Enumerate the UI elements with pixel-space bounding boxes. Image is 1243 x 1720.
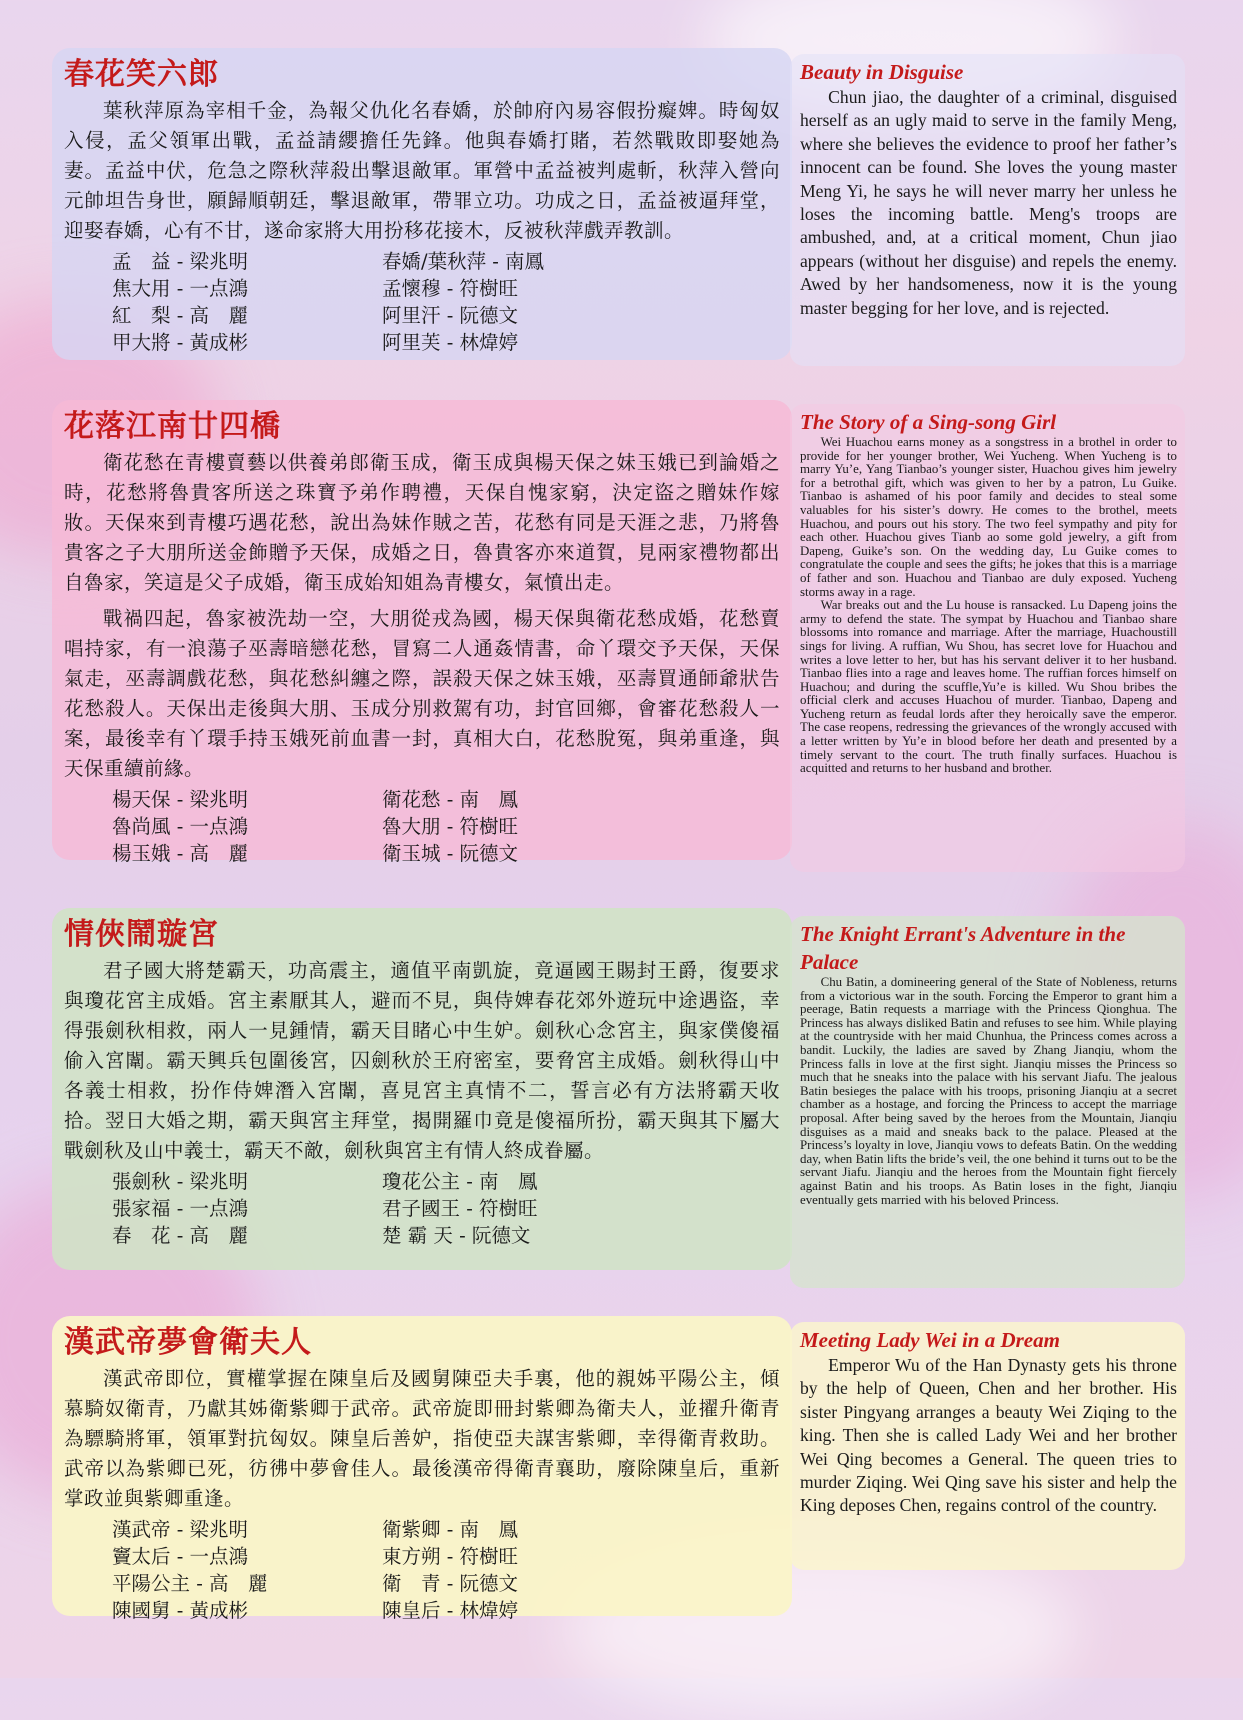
cast-entry: 瓊花公主 - 南 鳳 (382, 1170, 538, 1193)
cast-entry: 春嬌/葉秋萍 - 南鳳 (382, 250, 545, 273)
english-panel (790, 1322, 1185, 1570)
cast-entry: 衛花愁 - 南 鳳 (382, 788, 518, 811)
english-title: The Knight Errant's Adventure in the Palace (800, 922, 1126, 974)
english-synopsis: War breaks out and the Lu house is ransacked. Lu Dapeng joins the army to defend the state. The sympat by Huachou and Tianbao share blossoms into romance and marriage. After the marriage, Huachoustill sings for living. A ruffian, Wu Shou, has secret love for Huachou and writes a love letter to her, but has his servant deliver it to her husband. Tianbao flies into a rage and leaves home. The ruffian forces himself on Huachou; and during the scuffle,Yu’e is killed. Wu Shou bribes the official clerk and accuses Huachou of murder. Tianbao, Dapeng and Yucheng return as feudal lords after they heroically save the emperor. The case reopens, redressing the grievances of the wrongly accused with a letter written by Yu’e in blood before her death and presented by a timely servant to the court. The truth finally surfaces. Huachou is acquitted and returns to her husband and brother. (800, 598, 1177, 776)
cast-list (112, 786, 780, 867)
cast-entry: 陳皇后 - 林煒婷 (382, 1599, 518, 1622)
english-panel (790, 404, 1185, 872)
cast-entry: 東方朔 - 符樹旺 (382, 1545, 518, 1568)
english-synopsis: Chun jiao, the daughter of a criminal, disguised herself as an ugly maid to serve in the family Meng, where she believes the evidence to proof her father’s innocent can be found. She loves the young master Meng Yi, he says he will never marry her unless he loses the incoming battle. Meng's troops are ambushed, and, at a critical moment, Chun jiao appears (without her disguise) and repels the enemy. Awed by her handsomeness, now it is the young master begging for her love, and is rejected. (800, 87, 1177, 318)
chinese-synopsis: 葉秋萍原為宰相千金，為報父仇化名春嬌，於帥府內易容假扮癡婢。時匈奴入侵，孟父領軍出戰，孟益請纓擔任先鋒。他與春嬌打賭，若然戰敗即娶她為妻。孟益中伏，危急之際秋萍殺出擊退敵軍。軍營中孟益被判處斬，秋萍入營向元帥坦告身世，願歸順朝廷，擊退敵軍，帶罪立功。功成之日，孟益被逼拜堂，迎娶春嬌，心有不甘，遂命家將大用扮移花接木，反被秋萍戲弄教訓。 (64, 99, 780, 242)
cast-entry: 張家福 - 一点鴻 (112, 1197, 248, 1220)
cast-entry: 竇太后 - 一点鴻 (112, 1545, 248, 1568)
chinese-title: 情俠鬧璇宮 (64, 917, 219, 952)
english-synopsis: Chu Batin, a domineering general of the State of Nobleness, returns from a victorious war in the south. Forcing the Emperor to grant him a peerage, Batin requests a marriage with the Princess Qionghua. The Princess has always disliked Batin and refuses to see him. While playing at the countryside with her maid Chunhua, the Princess comes across a bandit. Luckily, the ladies are saved by Zhang Jianqiu, whom the Princess falls in love at the first sight. Jianqiu misses the Princess so much that he sneaks into the palace with his servant Jiafu. The jealous Batin besieges the palace with his troops, prisoning Jianqiu at a secret chamber as a hostage, and forcing the Princess to accept the marriage proposal. After being saved by the heroes from the Mountain, Jianqiu disguises as a maid and sneaks back to the palace. Pleased at the Princess’s loyalty in love, Jianqiu vows to defeats Batin. On the wedding day, when Batin lifts the bride’s veil, the one behind it turns out to be the servant Jiafu. Jianqiu and the heroes from the Mountain fight fiercely against Batin and his troops. As Batin loses in the fight, Jianqiu eventually gets married with his beloved Princess. (800, 975, 1177, 1207)
cast-entry: 楚 霸 天 - 阮德文 (382, 1224, 531, 1247)
cast-entry: 阿里汗 - 阮德文 (382, 304, 518, 327)
cast-entry: 春 花 - 高 麗 (112, 1224, 248, 1247)
english-title: Meeting Lady Wei in a Dream (800, 1328, 1060, 1352)
cast-entry: 衛玉城 - 阮德文 (382, 842, 518, 865)
cast-entry: 阿里芙 - 林煒婷 (382, 331, 518, 354)
english-title: The Story of a Sing-song Girl (800, 410, 1057, 434)
cast-entry: 衛紫卿 - 南 鳳 (382, 1518, 518, 1541)
cast-list (112, 248, 780, 356)
chinese-synopsis: 漢武帝即位，實權掌握在陳皇后及國舅陳亞夫手裏，他的親姊平陽公主，傾慕騎奴衛青，乃獻其姊衛紫卿于武帝。武帝旋即冊封紫卿為衛夫人，並擢升衛青為驃騎將軍，領軍對抗匈奴。陳皇后善妒，指使亞夫謀害紫卿，幸得衛青救助。武帝以為紫卿已死，彷彿中夢會佳人。最後漢帝得衛青襄助，廢除陳皇后，重新掌政並與紫卿重逢。 (64, 1367, 780, 1510)
chinese-panel (52, 1316, 792, 1622)
cast-entry: 魯大朋 - 符樹旺 (382, 815, 518, 838)
cast-list (112, 1516, 780, 1624)
cast-entry: 陳國舅 - 黃成彬 (112, 1599, 248, 1622)
chinese-synopsis: 戰禍四起，魯家被洗劫一空，大朋從戎為國，楊天保與衛花愁成婚，花愁賣唱持家，有一浪蕩子巫壽暗戀花愁，冒寫二人通姦情書，命丫環交予天保，天保氣走，巫壽調戲花愁，與花愁糾纏之際，誤殺天保之妹玉娥，巫壽買通師爺狀告花愁殺人。天保出走後與大朋、玉成分別救駕有功，封官回鄉，會審花愁殺人一案，最後幸有丫環手持玉娥死前血書一封，真相大白，花愁脫冤，與弟重逢，與天保重續前緣。 (64, 607, 780, 780)
cast-entry: 君子國王 - 符樹旺 (382, 1197, 538, 1220)
chinese-title: 漢武帝夢會衛夫人 (64, 1325, 312, 1360)
cast-entry: 孟懷穆 - 符樹旺 (382, 277, 518, 300)
cast-entry: 魯尚風 - 一点鴻 (112, 815, 248, 838)
chinese-panel (52, 400, 792, 865)
cast-entry: 焦大用 - 一点鴻 (112, 277, 248, 300)
cast-entry: 紅 梨 - 高 麗 (112, 304, 248, 327)
cast-entry: 平陽公主 - 高 麗 (112, 1572, 268, 1595)
cast-entry: 楊天保 - 梁兆明 (112, 788, 248, 811)
chinese-panel (52, 48, 792, 360)
cast-entry: 漢武帝 - 梁兆明 (112, 1518, 248, 1541)
cast-list (112, 1168, 780, 1249)
cast-entry: 甲大將 - 黃成彬 (112, 331, 248, 354)
english-synopsis: Wei Huachou earns money as a songstress in a brothel in order to provide for her younger brother, Wei Yucheng. When Yucheng is to marry Yu’e, Yang Tianbao’s younger sister, Huachou gives him jewelry for a betrothal gift, which was given to her by a patron, Lu Guike. Tianbao is ashamed of his poor family and decides to steal some valuables for his sister’s dowry. He comes to the brothel, meets Huachou, and pours out his story. The two feel sympathy and pity for each other. Huachou gives Tianb ao some gold jewelry, a gift from Dapeng, Guike’s son. On the wedding day, Lu Guike comes to congratulate the couple and sees the gifts; he jokes that this is a marriage of father and son. Huachou and Tianbao are duly exposed. Yucheng storms away in a rage. (800, 435, 1177, 599)
cast-entry: 孟 益 - 梁兆明 (112, 250, 248, 273)
chinese-synopsis: 衛花愁在青樓賣藝以供養弟郎衛玉成，衛玉成與楊天保之妹玉娥已到論婚之時，花愁將魯貴客所送之珠寶予弟作聘禮，天保自愧家窮，決定盜之贈妹作嫁妝。天保來到青樓巧遇花愁，說出為妹作賊之苦，花愁有同是天涯之悲，乃將魯貴客之子大朋所送金飾贈予天保，成婚之日，魯貴客亦來道賀，見兩家禮物都出自魯家，笑這是父子成婚，衛玉成始知姐為青樓女，氣憤出走。 (64, 451, 780, 594)
english-title: Beauty in Disguise (800, 60, 964, 84)
chinese-panel (52, 908, 792, 1270)
cast-entry: 衛 青 - 阮德文 (382, 1572, 518, 1595)
chinese-synopsis: 君子國大將楚霸天，功高震主，適值平南凱旋，竟逼國王賜封王爵，復要求與瓊花宮主成婚。宮主素厭其人，避而不見，與侍婢春花郊外遊玩中途遇盜，幸得張劍秋相救，兩人一見鍾情，霸天目睹心中生妒。劍秋心念宮主，與家僕傻福偷入宮闈。霸天興兵包圍後宮，囚劍秋於王府密室，要脅宮主成婚。劍秋得山中各義士相救，扮作侍婢潛入宮闈，喜見宮主真情不二，誓言必有方法將霸天收拾。翌日大婚之期，霸天與宮主拜堂，揭開羅巾竟是傻福所扮，霸天與其下屬大戰劍秋及山中義士，霸天不敵，劍秋與宮主有情人終成眷屬。 (64, 959, 780, 1162)
english-panel (790, 54, 1185, 366)
english-synopsis: Emperor Wu of the Han Dynasty gets his throne by the help of Queen, Chen and her brother. His sister Pingyang arranges a beauty Wei Ziqing to the king. Then she is called Lady Wei and her brother Wei Qing becomes a General. The queen tries to murder Ziqing. Wei Qing save his sister and help the King deposes Chen, regains control of the country. (800, 1355, 1177, 1516)
chinese-title: 春花笑六郎 (64, 57, 219, 92)
english-panel (790, 916, 1185, 1288)
chinese-title: 花落江南廿四橋 (64, 409, 281, 444)
cast-entry: 張劍秋 - 梁兆明 (112, 1170, 248, 1193)
cast-entry: 楊玉娥 - 高 麗 (112, 842, 248, 865)
